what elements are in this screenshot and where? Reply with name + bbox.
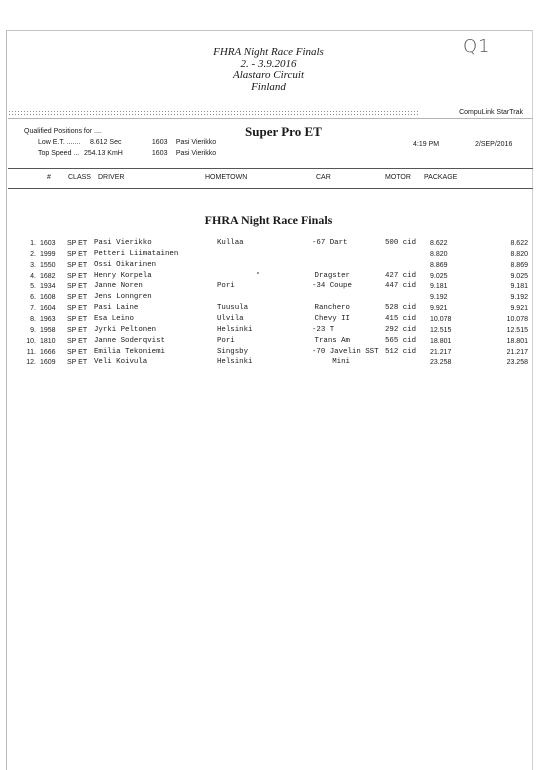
car-cell: Dragster xyxy=(314,271,350,280)
class-cell: SP ET xyxy=(67,348,88,356)
class-cell: SP ET xyxy=(67,283,88,291)
class-cell: SP ET xyxy=(67,326,88,334)
driver-cell: Janne Soderqvist xyxy=(94,336,165,345)
car-number-cell: 1550 xyxy=(40,261,56,269)
top-speed-label: Top Speed ... xyxy=(38,150,80,157)
hometown-cell: Pori xyxy=(217,336,235,345)
title-line: Alastaro Circuit xyxy=(233,69,304,81)
top-speed-car: 1603 xyxy=(151,150,168,157)
motor-cell: 565 cid xyxy=(385,336,417,345)
rank-cell: 8. xyxy=(30,315,36,323)
table-row xyxy=(0,281,537,292)
motor-cell: 427 cid xyxy=(385,271,417,280)
driver-cell: Pasi Laine xyxy=(94,304,139,313)
handwritten-note: Q1 xyxy=(463,36,491,57)
dotted-separator xyxy=(8,110,420,116)
driver-cell: Ossi Oikarinen xyxy=(94,260,157,269)
event-title-block xyxy=(0,47,537,93)
table-row xyxy=(0,249,537,260)
report-time: 4:19 PM xyxy=(413,141,440,148)
class-cell: SP ET xyxy=(67,315,88,323)
report-date: 2/SEP/2016 xyxy=(475,141,513,148)
class-cell: SP ET xyxy=(67,261,88,269)
car-cell: -23 T xyxy=(312,325,335,334)
et-cell: 9.181 xyxy=(430,283,448,291)
car-cell: -67 Dart xyxy=(312,239,348,247)
car-cell: Ranchero xyxy=(314,304,350,313)
package-et-cell: 23.258 xyxy=(506,359,528,367)
rank-cell: 7. xyxy=(30,305,36,313)
package-et-cell: 9.921 xyxy=(510,305,528,313)
driver-cell: Emilia Tekoniemi xyxy=(94,347,165,356)
hometown-cell: Pori xyxy=(217,282,235,291)
car-number-cell: 1609 xyxy=(40,359,56,367)
table-row xyxy=(0,347,537,358)
rank-cell: 2. xyxy=(30,250,36,258)
driver-cell: Jens Lonngren xyxy=(94,293,152,302)
table-row xyxy=(0,292,537,303)
driver-cell: Jyrki Peltonen xyxy=(94,325,157,334)
motor-cell: 447 cid xyxy=(385,282,417,291)
motor-cell: 512 cid xyxy=(385,347,417,356)
class-cell: SP ET xyxy=(67,337,88,345)
package-et-cell: 18.801 xyxy=(506,337,528,345)
page-border-left xyxy=(6,30,7,770)
class-cell: SP ET xyxy=(67,294,88,302)
low-et-row xyxy=(38,139,216,146)
table-row xyxy=(0,357,537,368)
table-row xyxy=(0,325,537,336)
title-line: FHRA Night Race Finals xyxy=(213,46,324,58)
rank-cell: 12. xyxy=(26,359,36,367)
rank-cell: 3. xyxy=(30,261,36,269)
package-et-cell: 8.869 xyxy=(510,261,528,269)
hometown-cell: Helsinki xyxy=(217,358,253,367)
class-cell: SP ET xyxy=(67,272,88,280)
table-row xyxy=(0,238,537,249)
car-number-cell: 1958 xyxy=(40,326,56,334)
package-et-cell: 9.181 xyxy=(510,283,528,291)
col-package-header: PACKAGE xyxy=(424,174,458,181)
rank-cell: 1. xyxy=(30,240,36,247)
page-border-right xyxy=(532,30,533,770)
package-et-cell: 8.820 xyxy=(510,250,528,258)
rank-cell: 5. xyxy=(30,283,36,291)
rank-cell: 6. xyxy=(30,294,36,302)
car-number-cell: 1934 xyxy=(40,283,56,291)
et-cell: 8.869 xyxy=(430,261,448,269)
scan-speck xyxy=(257,272,259,274)
class-title: Super Pro ET xyxy=(245,124,322,139)
driver-cell: Henry Korpela xyxy=(94,271,152,280)
car-number-cell: 1963 xyxy=(40,315,56,323)
low-et-value: 8.612 Sec xyxy=(89,139,122,146)
et-cell: 10.078 xyxy=(430,315,452,323)
package-et-cell: 8.622 xyxy=(510,240,528,247)
vendor-label: CompuLink StarTrak xyxy=(459,109,523,116)
table-row xyxy=(0,260,537,271)
qualified-heading: Qualified Positions for .... xyxy=(24,128,102,135)
motor-cell: 415 cid xyxy=(385,314,417,323)
table-row xyxy=(0,271,537,282)
col-driver-header: DRIVER xyxy=(98,174,125,181)
rank-cell: 11. xyxy=(26,348,36,356)
rank-cell: 9. xyxy=(30,326,36,334)
class-cell: SP ET xyxy=(67,240,88,247)
hometown-cell: Kullaa xyxy=(217,239,244,247)
et-cell: 12.515 xyxy=(430,326,452,334)
col-class-header: CLASS xyxy=(68,174,91,181)
car-cell: -70 Javelin SST xyxy=(312,347,379,356)
car-number-cell: 1666 xyxy=(40,348,56,356)
driver-cell: Pasi Vierikko xyxy=(94,239,152,247)
et-cell: 21.217 xyxy=(430,348,452,356)
et-cell: 8.820 xyxy=(430,250,448,258)
rank-cell: 10. xyxy=(26,337,36,345)
page-border-top xyxy=(6,30,533,31)
hometown-cell: Helsinki xyxy=(217,325,253,334)
package-et-cell: 9.192 xyxy=(510,294,528,302)
car-number-cell: 1604 xyxy=(40,305,56,313)
motor-cell: 500 cid xyxy=(385,239,417,247)
col-hometown-header: HOMETOWN xyxy=(205,174,248,181)
car-number-cell: 1682 xyxy=(40,272,56,280)
et-cell: 9.025 xyxy=(430,272,448,280)
package-et-cell: 10.078 xyxy=(506,315,528,323)
low-et-label: Low E.T. ....... xyxy=(38,139,81,146)
driver-cell: Petteri Liimatainen xyxy=(94,249,179,258)
table-row xyxy=(0,303,537,314)
title-line: Finland xyxy=(251,80,286,93)
low-et-driver: Pasi Vierikko xyxy=(175,139,217,146)
package-et-cell: 12.515 xyxy=(506,326,528,334)
car-number-cell: 1999 xyxy=(40,250,56,258)
rank-cell: 4. xyxy=(30,272,36,280)
et-cell: 9.921 xyxy=(430,305,448,313)
driver-cell: Veli Koivula xyxy=(94,358,148,367)
class-cell: SP ET xyxy=(67,305,88,313)
col-car-header: CAR xyxy=(316,174,331,181)
col-num-header: # xyxy=(47,174,51,181)
header-rule-top xyxy=(8,168,533,169)
car-cell: Trans Am xyxy=(314,336,350,345)
low-et-car: 1603 xyxy=(151,139,168,146)
motor-cell: 292 cid xyxy=(385,325,417,334)
col-motor-header: MOTOR xyxy=(385,174,411,181)
separator-line xyxy=(8,118,533,119)
car-cell: -34 Coupe xyxy=(312,282,352,291)
motor-cell: 528 cid xyxy=(385,304,417,313)
top-speed-value: 254.13 KmH xyxy=(83,150,123,157)
header-rule-bottom xyxy=(8,188,533,189)
package-et-cell: 9.025 xyxy=(510,272,528,280)
table-row xyxy=(0,336,537,347)
car-cell: Mini xyxy=(332,358,350,367)
hometown-cell: Ulvila xyxy=(217,314,244,323)
driver-cell: Esa Leino xyxy=(94,314,134,323)
et-cell: 9.192 xyxy=(430,294,448,302)
class-cell: SP ET xyxy=(67,250,88,258)
package-et-cell: 21.217 xyxy=(506,348,528,356)
table-row xyxy=(0,314,537,325)
driver-cell: Janne Noren xyxy=(94,282,143,291)
et-cell: 18.801 xyxy=(430,337,452,345)
car-number-cell: 1608 xyxy=(40,294,56,302)
et-cell: 23.258 xyxy=(430,359,452,367)
top-speed-driver: Pasi Vierikko xyxy=(175,150,217,157)
et-cell: 8.622 xyxy=(430,240,448,247)
top-speed-row xyxy=(38,150,216,157)
race-title: FHRA Night Race Finals xyxy=(204,213,333,227)
car-number-cell: 1810 xyxy=(40,337,56,345)
car-number-cell: 1603 xyxy=(40,240,56,247)
hometown-cell: Tuusula xyxy=(217,304,249,313)
car-cell: Chevy II xyxy=(314,314,350,323)
title-line: 2. - 3.9.2016 xyxy=(240,57,297,70)
class-cell: SP ET xyxy=(67,359,88,367)
hometown-cell: Singsby xyxy=(217,347,249,356)
